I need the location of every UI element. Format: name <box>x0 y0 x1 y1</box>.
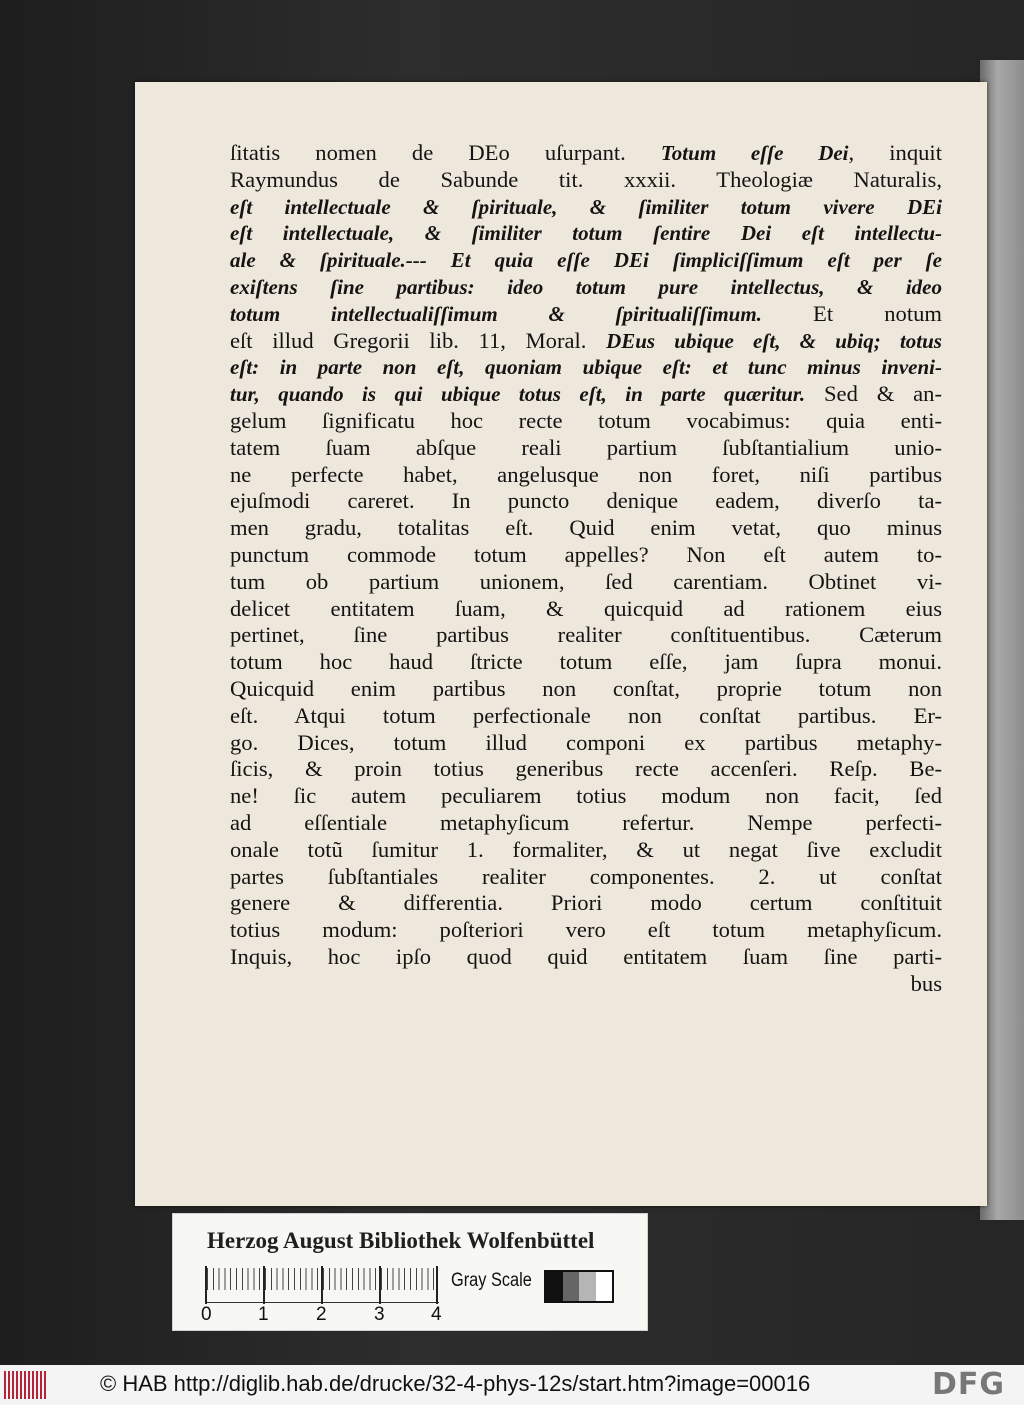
text-line <box>230 381 942 408</box>
text-segment: eſt illud Gregorii lib. 11, Moral. <box>230 327 607 353</box>
text-line <box>230 408 942 435</box>
gray-swatch <box>596 1272 613 1301</box>
text-segment: Inquis, hoc ipſo quod quid entitatem ſuam ſine parti- <box>230 943 942 969</box>
italic-segment: ale & ſpirituale.--- Et quia eſſe DEi ſimpliciſſimum eſt per ſe <box>230 248 942 273</box>
ruler-major-tick <box>263 1266 265 1304</box>
ruler-major-tick <box>379 1266 381 1304</box>
ruler-major-tick <box>436 1266 438 1304</box>
text-line <box>230 917 942 944</box>
gray-swatch <box>546 1272 563 1301</box>
text-line <box>230 220 942 247</box>
text-segment: genere & differentia. Priori modo certum conſtituit <box>230 890 942 916</box>
ruler-number: 3 <box>374 1304 385 1325</box>
text-segment: tum ob partium unionem, ſed carentiam. Obtinet vi- <box>230 568 942 594</box>
text-segment: ejuſmodi careret. In puncto denique eadem, diverſo ta- <box>230 488 942 514</box>
text-line <box>230 274 942 301</box>
text-segment: bus <box>910 970 942 996</box>
text-segment: partes ſubſtantiales realiter componentes. 2. ut conſtat <box>230 863 942 889</box>
text-line <box>230 140 942 167</box>
text-segment: ne! ſic autem peculiarem totius modum non facit, ſed <box>230 783 942 809</box>
text-segment: ad eſſentiale metaphyſicum refertur. Nempe perfecti- <box>230 809 942 835</box>
text-line <box>230 783 942 810</box>
text-line <box>230 756 942 783</box>
ruler-major-tick <box>321 1266 323 1304</box>
italic-segment: eſt: in parte non eſt, quoniam ubique eſt: et tunc minus inveni- <box>230 355 942 380</box>
text-line <box>230 864 942 891</box>
italic-segment: eſt intellectuale & ſpirituale, & ſimiliter totum vivere DEi <box>230 194 942 219</box>
text-line <box>230 596 942 623</box>
gray-swatch <box>563 1272 580 1301</box>
text-line <box>230 247 942 274</box>
text-line <box>230 569 942 596</box>
text-line <box>230 435 942 462</box>
text-line <box>230 837 942 864</box>
text-segment: ne perfecte habet, angelusque non foret, niſi partibus <box>230 461 942 487</box>
text-segment: pertinet, ſine partibus realiter conſtituentibus. Cæterum <box>230 622 942 648</box>
text-line <box>230 649 942 676</box>
text-line <box>230 515 942 542</box>
text-segment: , inquit <box>848 140 942 165</box>
library-name: Herzog August Bibliothek Wolfenbüttel <box>207 1228 595 1253</box>
text-line <box>230 328 942 355</box>
text-line <box>230 676 942 703</box>
italic-segment: totum intellectualiſſimum & ſpiritualiſſimum. <box>230 301 762 326</box>
text-segment: ſitatis nomen de DEo uſurpant. <box>230 140 661 165</box>
text-line <box>230 730 942 757</box>
gray-scale-label: Gray Scale <box>451 1270 532 1291</box>
footer-bar <box>0 1365 1024 1405</box>
ruler-number: 1 <box>258 1304 269 1325</box>
dfg-logo: DFG <box>932 1367 1006 1402</box>
text-segment: Et notum <box>761 300 942 326</box>
text-line <box>230 354 942 381</box>
gray-swatch <box>579 1272 596 1301</box>
text-line <box>230 167 942 194</box>
text-segment: punctum commode totum appelles? Non eſt autem to- <box>230 541 942 567</box>
text-segment: men gradu, totalitas eſt. Quid enim vetat, quo minus <box>230 515 942 541</box>
text-segment: totum hoc haud ſtricte totum eſſe, jam ſupra monui. <box>230 649 942 675</box>
ruler-number: 0 <box>201 1304 212 1325</box>
text-line <box>230 622 942 649</box>
hab-logo-icon <box>4 1371 48 1399</box>
text-segment: go. Dices, totum illud componi ex partibus metaphy- <box>230 729 942 755</box>
text-line <box>230 944 942 971</box>
text-segment: Sed & an- <box>805 381 943 407</box>
text-line <box>230 488 942 515</box>
text-segment: Raymundus de Sabunde tit. xxxii. Theologiæ Naturalis, <box>230 166 942 192</box>
text-line <box>230 810 942 837</box>
text-segment: delicet entitatem ſuam, & quicquid ad rationem eius <box>230 595 942 621</box>
ruler-number: 2 <box>316 1304 327 1325</box>
gray-scale-swatches <box>544 1270 614 1303</box>
text-segment: gelum ſignificatu hoc recte totum vocabimus: quia enti- <box>230 407 942 433</box>
text-line <box>230 301 942 328</box>
color-ruler-card <box>172 1213 648 1331</box>
ruler-number: 4 <box>431 1304 442 1325</box>
text-line <box>230 971 942 998</box>
ruler-major-tick <box>205 1266 207 1304</box>
text-segment: onale totũ ſumitur 1. formaliter, & ut negat ſive excludit <box>230 836 942 862</box>
text-segment: ſicis, & proin totius generibus recte accenſeri. Reſp. Be- <box>230 756 942 782</box>
text-line <box>230 194 942 221</box>
permalink-text[interactable]: © HAB http://diglib.hab.de/drucke/32-4-phys-12s/start.htm?image=00016 <box>100 1371 811 1396</box>
text-line <box>230 890 942 917</box>
text-segment: Quicquid enim partibus non conſtat, proprie totum non <box>230 675 942 701</box>
text-segment: totius modum: poſteriori vero eſt totum metaphyſicum. <box>230 917 942 943</box>
italic-segment: DEus ubique eſt, & ubiq; totus <box>606 328 942 353</box>
italic-segment: Totum eſſe Dei <box>660 141 849 165</box>
italic-segment: eſt intellectuale, & ſimiliter totum ſentire Dei eſt intellectu- <box>230 221 942 246</box>
text-segment: eſt. Atqui totum perfectionale non conſtat partibus. Er- <box>230 702 942 728</box>
italic-segment: exiſtens ſine partibus: ideo totum pure intellectus, & ideo <box>230 274 942 299</box>
page-text-block <box>230 140 942 998</box>
text-line <box>230 542 942 569</box>
text-line <box>230 703 942 730</box>
text-segment: tatem ſuam abſque reali partium ſubſtantialium unio- <box>230 434 942 460</box>
italic-segment: tur, quando is qui ubique totus eſt, in parte quæritur. <box>230 382 806 407</box>
text-line <box>230 462 942 489</box>
